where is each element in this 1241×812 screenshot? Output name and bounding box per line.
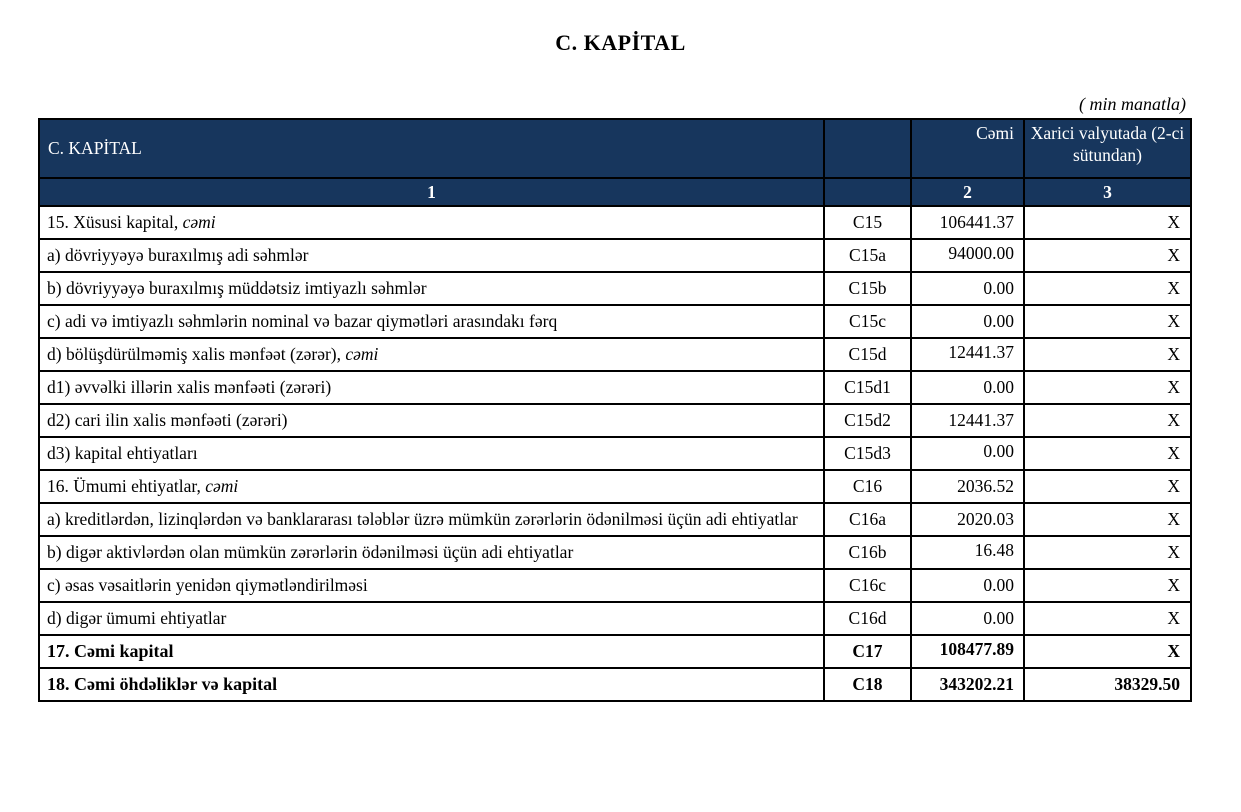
row-label <box>39 470 824 503</box>
page-title: C. KAPİTAL <box>555 30 686 55</box>
row-col2: 108477.89 <box>911 635 1024 668</box>
table-row <box>39 470 1191 503</box>
table-row <box>39 206 1191 239</box>
row-col3: X <box>1024 305 1191 338</box>
row-label <box>39 206 824 239</box>
row-col3: X <box>1024 503 1191 536</box>
row-col2: 0.00 <box>911 371 1024 404</box>
row-col3: X <box>1024 437 1191 470</box>
table-row <box>39 338 1191 371</box>
row-code: C15d2 <box>824 404 911 437</box>
row-label-text: b) dövriyyəyə buraxılmış müddətsiz imtiyazlı səhmlər <box>47 278 427 299</box>
row-label <box>39 272 824 305</box>
row-col3: X <box>1024 602 1191 635</box>
row-code: C15d3 <box>824 437 911 470</box>
row-label <box>39 437 824 470</box>
header-col3-label: Xarici valyutada (2-ci sütundan) <box>1024 119 1191 178</box>
row-code: C18 <box>824 668 911 701</box>
row-col3: X <box>1024 536 1191 569</box>
row-label <box>39 569 824 602</box>
row-label-text: d1) əvvəlki illərin xalis mənfəəti (zərəri) <box>47 377 332 398</box>
row-col2: 0.00 <box>911 602 1024 635</box>
row-code: C16c <box>824 569 911 602</box>
row-col2: 0.00 <box>911 305 1024 338</box>
row-code: C16d <box>824 602 911 635</box>
table-row <box>39 503 1191 536</box>
row-label <box>39 404 824 437</box>
row-label-text: 18. Cəmi öhdəliklər və kapital <box>47 673 278 694</box>
row-label-text: c) əsas vəsaitlərin yenidən qiymətləndirilməsi <box>47 575 368 596</box>
row-col3: 38329.50 <box>1024 668 1191 701</box>
unit-note: ( min manatla) <box>1079 94 1186 114</box>
row-label <box>39 602 824 635</box>
row-col2: 2036.52 <box>911 470 1024 503</box>
row-col2: 12441.37 <box>911 404 1024 437</box>
table-row <box>39 536 1191 569</box>
row-label-italic: cəmi <box>205 476 239 497</box>
header-col2-label: Cəmi <box>911 119 1024 178</box>
row-code: C15d <box>824 338 911 371</box>
row-code: C15b <box>824 272 911 305</box>
row-label <box>39 635 824 668</box>
table-row <box>39 371 1191 404</box>
table-row <box>39 437 1191 470</box>
row-label-text: d3) kapital ehtiyatları <box>47 443 198 464</box>
row-col2: 0.00 <box>911 437 1024 470</box>
table-row <box>39 668 1191 701</box>
table-row <box>39 635 1191 668</box>
row-col3: X <box>1024 239 1191 272</box>
row-label-text: d) digər ümumi ehtiyatlar <box>47 608 227 629</box>
row-code: C16a <box>824 503 911 536</box>
row-col2: 94000.00 <box>911 239 1024 272</box>
header-code-cell <box>824 119 911 178</box>
row-col2: 16.48 <box>911 536 1024 569</box>
row-col3: X <box>1024 635 1191 668</box>
row-label-text: 16. Ümumi ehtiyatlar, <box>47 476 206 497</box>
row-code: C15 <box>824 206 911 239</box>
row-col2: 0.00 <box>911 569 1024 602</box>
row-col3: X <box>1024 371 1191 404</box>
row-label <box>39 668 824 701</box>
column-number-3: 3 <box>1024 178 1191 206</box>
row-label-text: d) bölüşdürülməmiş xalis mənfəət (zərər), <box>47 344 346 365</box>
table-row <box>39 404 1191 437</box>
row-label-italic: cəmi <box>345 344 379 365</box>
header-section-title: C. KAPİTAL <box>39 119 824 178</box>
row-label-text: a) dövriyyəyə buraxılmış adi səhmlər <box>47 245 309 266</box>
page <box>0 30 1241 812</box>
row-code: C15d1 <box>824 371 911 404</box>
row-code: C15a <box>824 239 911 272</box>
row-code: C16 <box>824 470 911 503</box>
row-col2: 106441.37 <box>911 206 1024 239</box>
row-col2: 2020.03 <box>911 503 1024 536</box>
row-label <box>39 536 824 569</box>
row-label-text: 15. Xüsusi kapital, <box>47 212 183 233</box>
table-row <box>39 272 1191 305</box>
row-code: C17 <box>824 635 911 668</box>
column-number-code <box>824 178 911 206</box>
row-label-text: b) digər aktivlərdən olan mümkün zərərlərin ödənilməsi üçün adi ehtiyatlar <box>47 542 574 563</box>
row-label <box>39 503 824 536</box>
row-label <box>39 239 824 272</box>
row-label-italic: cəmi <box>182 212 216 233</box>
row-code: C15c <box>824 305 911 338</box>
row-label-text: d2) cari ilin xalis mənfəəti (zərəri) <box>47 410 288 431</box>
row-label <box>39 338 824 371</box>
row-label-text: 17. Cəmi kapital <box>47 640 174 661</box>
row-label-text: c) adi və imtiyazlı səhmlərin nominal və bazar qiymətləri arasındakı fərq <box>47 311 558 332</box>
table-body <box>39 119 1191 701</box>
column-number-2: 2 <box>911 178 1024 206</box>
row-col2: 12441.37 <box>911 338 1024 371</box>
row-col3: X <box>1024 569 1191 602</box>
row-col3: X <box>1024 206 1191 239</box>
row-code: C16b <box>824 536 911 569</box>
column-number-1: 1 <box>39 178 824 206</box>
capital-table <box>38 118 1192 702</box>
table-header-row <box>39 119 1191 178</box>
row-label <box>39 305 824 338</box>
table-row <box>39 602 1191 635</box>
row-col3: X <box>1024 272 1191 305</box>
row-col3: X <box>1024 470 1191 503</box>
row-col3: X <box>1024 404 1191 437</box>
row-label-text: a) kreditlərdən, lizinqlərdən və banklararası tələblər üzrə mümkün zərərlərin ödənilməsi üçün adi ehtiyatlar <box>47 509 798 530</box>
row-col2: 0.00 <box>911 272 1024 305</box>
row-label <box>39 371 824 404</box>
table-row <box>39 569 1191 602</box>
table-row <box>39 305 1191 338</box>
row-col2: 343202.21 <box>911 668 1024 701</box>
row-col3: X <box>1024 338 1191 371</box>
table-row <box>39 239 1191 272</box>
table-column-numbers-row <box>39 178 1191 206</box>
